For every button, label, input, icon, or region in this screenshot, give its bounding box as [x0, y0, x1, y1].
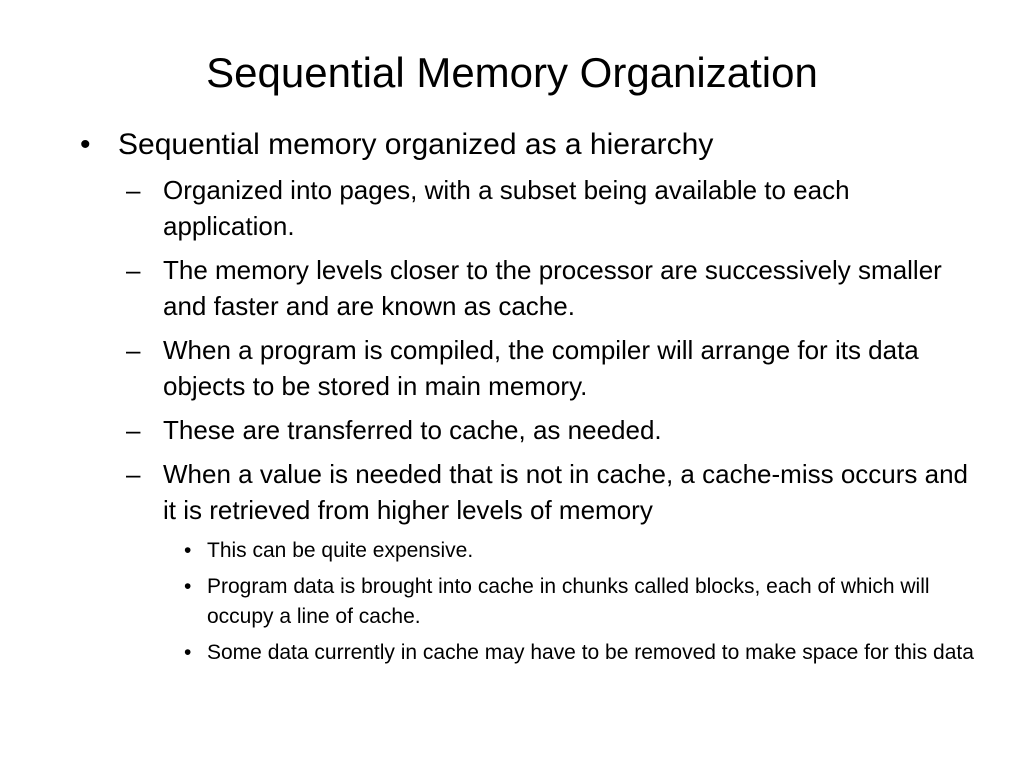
- dash-icon: –: [126, 415, 141, 445]
- bullet-text: These are transferred to cache, as needed.: [163, 415, 662, 445]
- bullet-level1: [78, 124, 988, 166]
- bullet-dot-icon: •: [80, 128, 91, 161]
- dash-icon: –: [126, 175, 141, 205]
- bullet-level2: [126, 332, 988, 404]
- bullet-dot-icon: •: [184, 641, 192, 664]
- dash-icon: –: [126, 255, 141, 285]
- dash-icon: –: [126, 335, 141, 365]
- bullet-text: Program data is brought into cache in chunks called blocks, each of which will occupy a line of cache.: [207, 575, 930, 628]
- bullet-dot-icon: •: [184, 575, 192, 598]
- bullet-text: Sequential memory organized as a hierarchy: [118, 128, 714, 161]
- bullet-level2: [126, 252, 988, 324]
- bullet-level2: [126, 172, 988, 244]
- bullet-text: When a value is needed that is not in cache, a cache-miss occurs and it is retrieved from higher levels of memory: [163, 459, 968, 525]
- bullet-dot-icon: •: [184, 539, 192, 562]
- bullet-text: This can be quite expensive.: [207, 539, 474, 562]
- dash-icon: –: [126, 459, 141, 489]
- bullet-level3: [182, 638, 988, 668]
- bullet-level3: [182, 536, 988, 566]
- bullet-text: When a program is compiled, the compiler will arrange for its data objects to be stored in main memory.: [163, 335, 919, 401]
- bullet-level2: [126, 456, 988, 528]
- bullet-text: The memory levels closer to the processor are successively smaller and faster and are known as cache.: [163, 255, 942, 321]
- bullet-text: Organized into pages, with a subset being available to each application.: [163, 175, 850, 241]
- slide-title: Sequential Memory Organization: [206, 49, 818, 96]
- bullet-text: Some data currently in cache may have to be removed to make space for this data: [207, 641, 974, 664]
- bullet-level2: [126, 412, 988, 448]
- bullet-list: [78, 124, 988, 674]
- bullet-level3: [182, 572, 988, 632]
